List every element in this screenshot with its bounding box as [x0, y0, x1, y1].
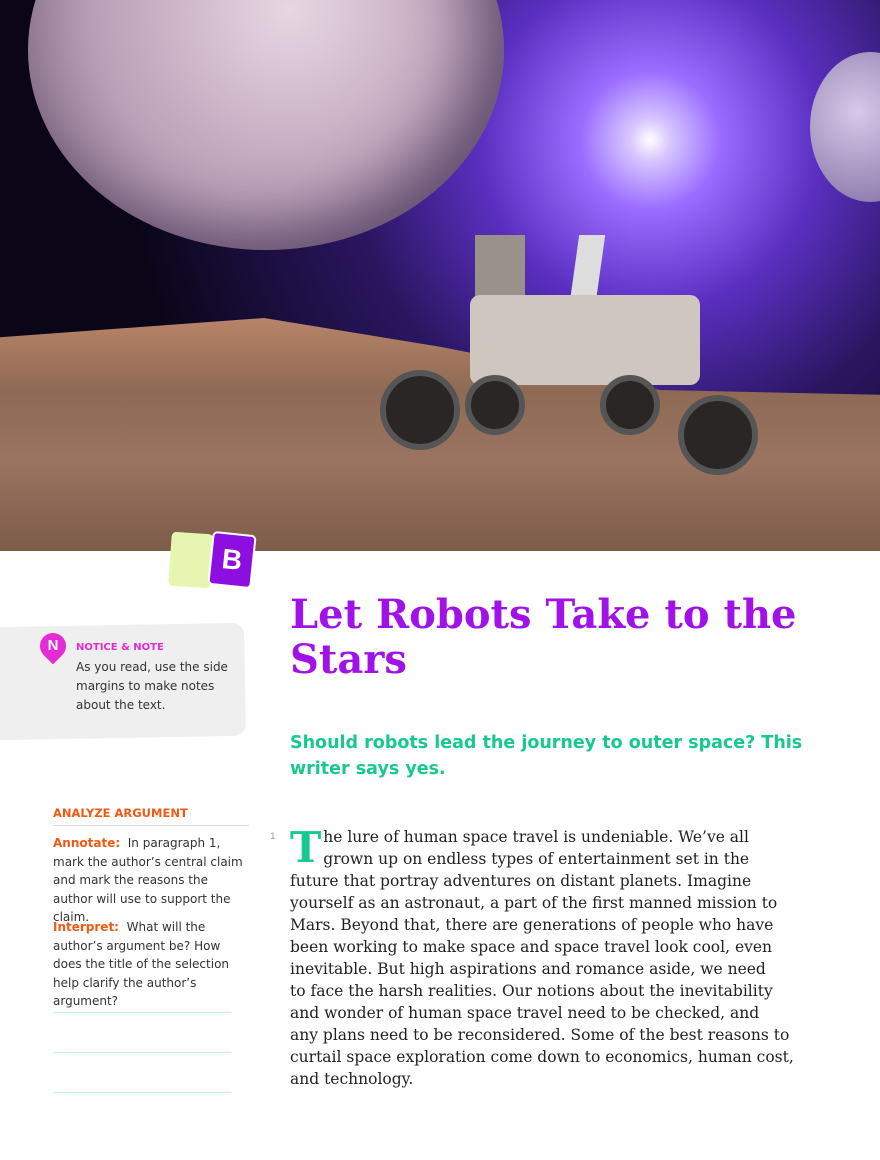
interpret-text: What will the author’s argument be? How does the title of the selection help clarify the author’s argument?: [53, 920, 230, 1008]
hero-image-space-rover: [0, 0, 880, 551]
note-line[interactable]: [53, 1092, 231, 1093]
interpret-label: Interpret:: [53, 920, 119, 934]
drop-cap: T: [290, 823, 322, 872]
body-line: inevitable. But high aspirations and romance aside, we need: [290, 960, 766, 978]
body-line: curtail space exploration come down to economics, human cost,: [290, 1048, 794, 1066]
body-line: grown up on endless types of entertainment set in the: [323, 850, 750, 868]
note-line[interactable]: [53, 1012, 231, 1013]
body-line: future that portray adventures on distant planets. Imagine: [290, 872, 752, 890]
article-body: [290, 823, 794, 1090]
body-line: yourself as an astronaut, a part of the first manned mission to: [290, 894, 778, 912]
section-tab-b: B: [207, 531, 256, 589]
body-line: Mars. Beyond that, there are generations of people who have: [290, 916, 774, 934]
article-title: Let Robots Take to the Stars: [290, 591, 797, 683]
analyze-argument-heading: ANALYZE ARGUMENT: [53, 806, 249, 826]
pin-letter: N: [47, 637, 59, 654]
article-subtitle: Should robots lead the journey to outer space? This writer says yes.: [290, 733, 803, 779]
rover-image: [380, 235, 775, 475]
interpret-prompt: [53, 918, 249, 1011]
annotate-prompt: [53, 834, 249, 927]
small-moon-image: [810, 52, 880, 202]
notice-note-text: As you read, use the side margins to make notes about the text.: [76, 660, 228, 712]
body-line: any plans need to be reconsidered. Some of the best reasons to: [290, 1026, 790, 1044]
body-line: he lure of human space travel is undeniable. We’ve all: [323, 828, 749, 846]
moon-image: [28, 0, 504, 250]
paragraph-number: 1: [270, 832, 276, 842]
body-line: to face the harsh realities. Our notions about the inevitability: [290, 982, 773, 1000]
body-line: been working to make space and space travel look cool, even: [290, 938, 773, 956]
body-line: and technology.: [290, 1070, 414, 1088]
note-line[interactable]: [53, 1052, 231, 1053]
notice-note-title: NOTICE & NOTE: [76, 642, 164, 653]
body-line: and wonder of human space travel need to be checked, and: [290, 1004, 760, 1022]
annotate-text: In paragraph 1, mark the author’s central claim and mark the reasons the author will use to support the claim.: [53, 836, 243, 924]
annotate-label: Annotate:: [53, 836, 121, 850]
